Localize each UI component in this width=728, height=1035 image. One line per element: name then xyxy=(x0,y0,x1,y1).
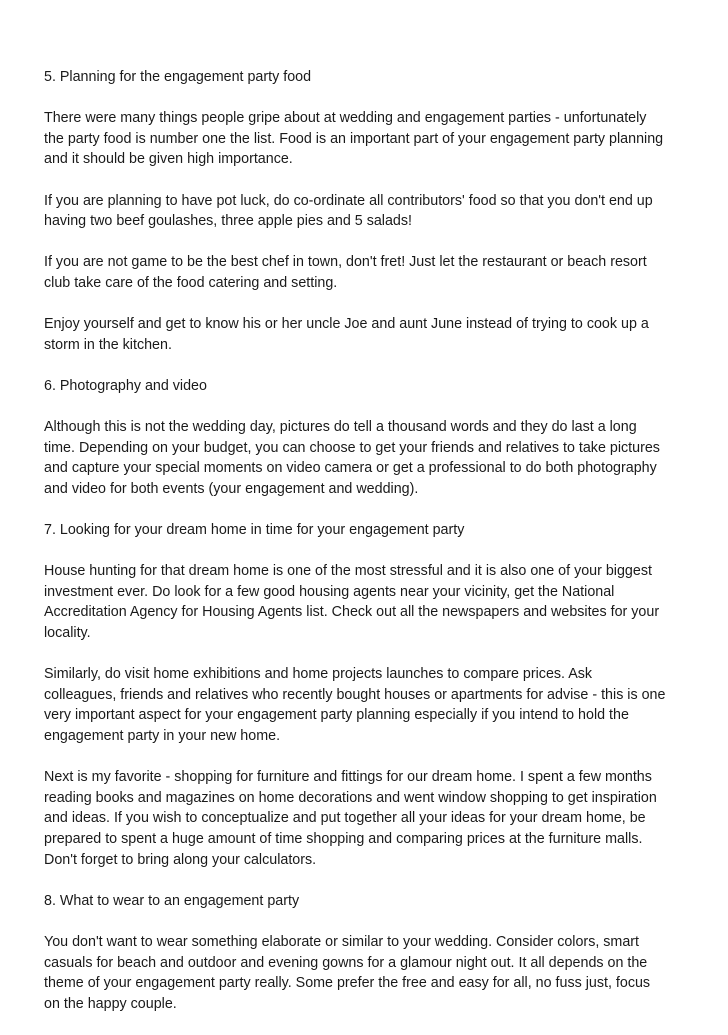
text-line: the party food is number one the list. Food is an important part of your engagement party planning xyxy=(44,130,664,147)
document-page xyxy=(44,67,692,1035)
text-line: Next is my favorite - shopping for furniture and fittings for our dream home. I spent a few months xyxy=(44,769,652,786)
text-line: Accreditation Agency for Housing Agents list. Check out all the newspapers and websites for your xyxy=(44,604,660,621)
text-line: storm in the kitchen. xyxy=(44,336,172,353)
paragraph xyxy=(44,417,692,499)
paragraph xyxy=(44,664,692,746)
text-line: There were many things people gripe about at wedding and engagement parties - unfortunately xyxy=(44,110,647,127)
text-line: 6. Photography and video xyxy=(44,377,207,394)
text-line: engagement party in your new home. xyxy=(44,728,281,744)
paragraph xyxy=(44,252,692,293)
paragraph xyxy=(44,561,692,643)
text-line: and it should be given high importance. xyxy=(44,151,293,168)
text-line: 5. Planning for the engagement party food xyxy=(44,69,312,85)
section-heading xyxy=(44,376,692,397)
text-line: very important aspect for your engagement party planning especially if you intend to hold the xyxy=(44,707,629,724)
text-line: and capture your special moments on video camera or get a professional to do both photography xyxy=(44,460,657,477)
text-line: prepared to spent a huge amount of time shopping and comparing prices at the furniture malls. xyxy=(44,830,643,847)
text-line: club take care of the food catering and setting. xyxy=(44,274,338,291)
paragraph xyxy=(44,191,692,232)
text-line: and ideas. If you wish to conceptualize and put together all your ideas for your dream home, be xyxy=(44,810,646,827)
text-line: If you are not game to be the best chef in town, don't fret! Just let the restaurant or beach resort xyxy=(44,254,647,271)
section-heading xyxy=(44,520,692,541)
text-line: locality. xyxy=(44,625,91,642)
text-line: casuals for beach and outdoor and evening gowns for a glamour night out. It all depends on the xyxy=(44,954,648,971)
section-heading xyxy=(44,891,692,912)
paragraph xyxy=(44,314,692,355)
text-line: If you are planning to have pot luck, do co-ordinate all contributors' food so that you don't end up xyxy=(44,192,653,209)
paragraph xyxy=(44,108,692,170)
text-line: time. Depending on your budget, you can choose to get your friends and relatives to take pictures xyxy=(44,439,660,456)
text-line: and video for both events (your engagement and wedding). xyxy=(44,480,419,497)
text-line: colleagues, friends and relatives who recently bought houses or apartments for advise - this is one xyxy=(44,686,666,703)
text-line: Enjoy yourself and get to know his or her uncle Joe and aunt June instead of trying to cook up a xyxy=(44,316,649,333)
text-line: Similarly, do visit home exhibitions and home projects launches to compare prices. Ask xyxy=(44,666,593,683)
text-line: theme of your engagement party really. Some prefer the free and easy for all, no fuss just, focus xyxy=(44,975,651,992)
paragraph xyxy=(44,932,692,1014)
text-line: House hunting for that dream home is one of the most stressful and it is also one of your biggest xyxy=(44,563,652,580)
text-line: on the happy couple. xyxy=(44,995,177,1012)
section-heading xyxy=(44,67,692,88)
text-line: investment ever. Do look for a few good housing agents near your vicinity, get the National xyxy=(44,583,615,600)
text-line: 8. What to wear to an engagement party xyxy=(44,892,300,909)
text-line: You don't want to wear something elaborate or similar to your wedding. Consider colors, smart xyxy=(44,933,640,950)
text-line: 7. Looking for your dream home in time for your engagement party xyxy=(44,522,465,539)
text-line: Don't forget to bring along your calculators. xyxy=(44,851,317,868)
text-line: having two beef goulashes, three apple pies and 5 salads! xyxy=(44,213,413,230)
text-line: reading books and magazines on home decorations and went window shopping to get inspiration xyxy=(44,789,657,806)
text-line: Although this is not the wedding day, pictures do tell a thousand words and they do last a long xyxy=(44,419,637,436)
paragraph xyxy=(44,767,692,870)
